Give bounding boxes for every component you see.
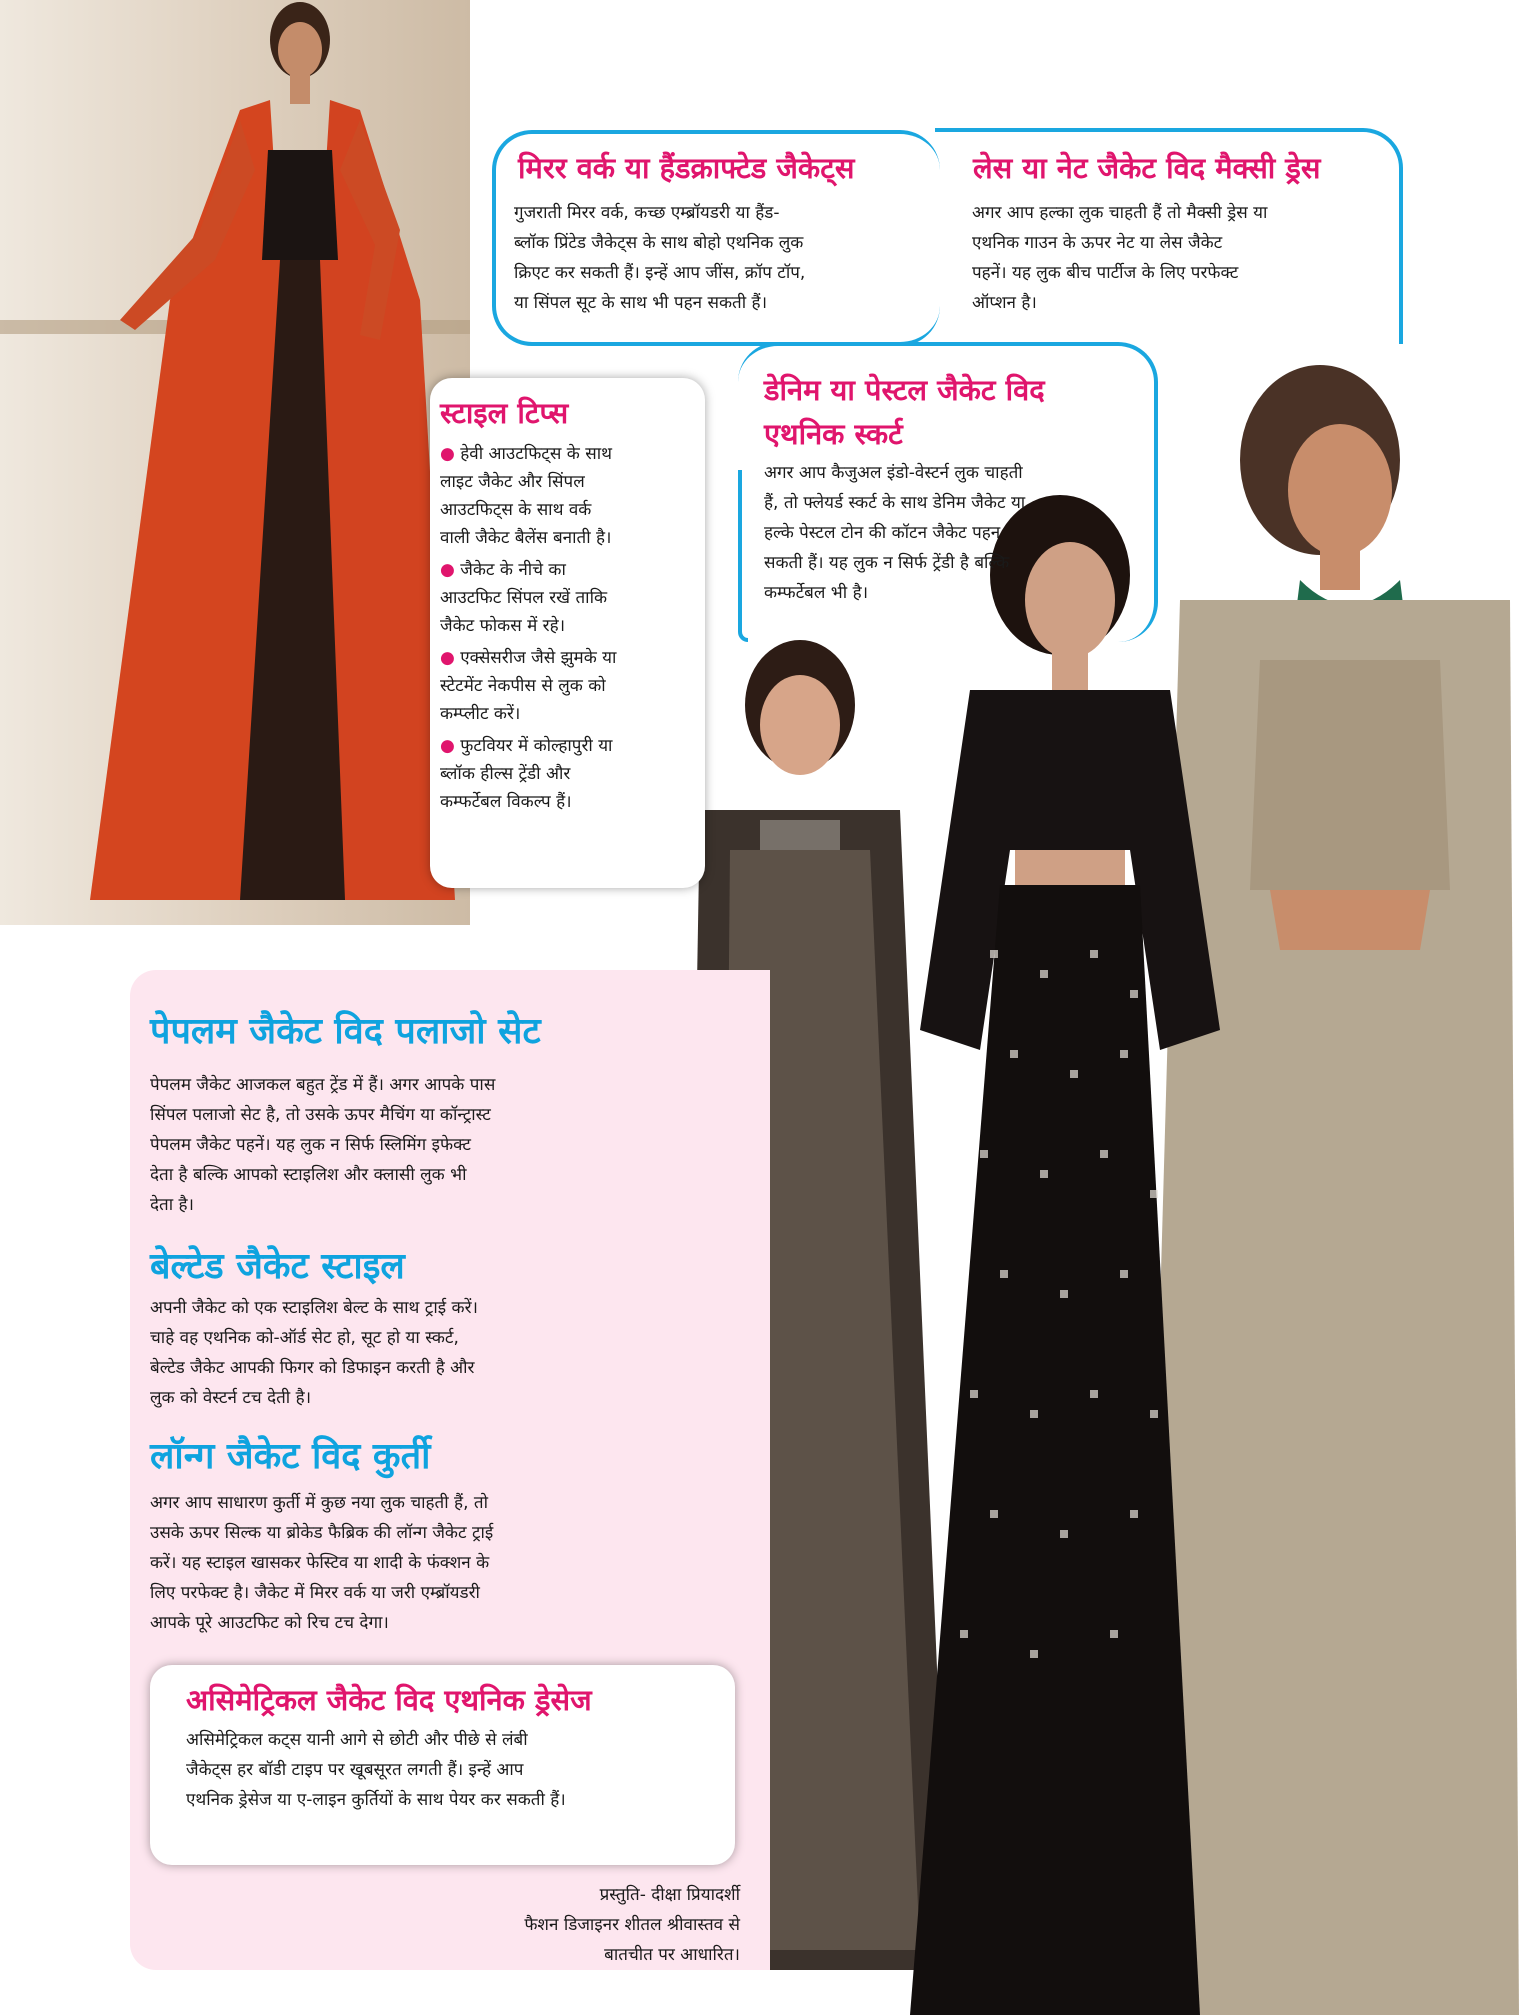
text-line: अपनी जैकेट को एक स्टाइलिश बेल्ट के साथ ट्राई करें। [150,1298,478,1318]
text-line: करें। यह स्टाइल खासकर फेस्टिव या शादी के फंक्शन के [150,1553,490,1573]
long-jacket-text [150,1488,620,1638]
text-line: देता है। [150,1195,194,1215]
text-line: अगर आप हल्का लुक चाहती हैं तो मैक्सी ड्रेस या [972,203,1268,223]
text-line: लिए परफेक्ट है। जैकेट में मिरर वर्क या जरी एम्ब्रॉयडरी [150,1583,480,1603]
title-line: डेनिम या पेस्टल जैकेट विद [764,373,1045,407]
bullet-icon: ● [440,444,455,464]
text-line: उसके ऊपर सिल्क या ब्रोकेड फैब्रिक की लॉन्ग जैकेट ट्राई [150,1523,494,1543]
text-line: एथनिक ड्रेसेज या ए-लाइन कुर्तियों के साथ पेयर कर सकती हैं। [186,1790,566,1810]
text-line: असिमेट्रिकल कट्स यानी आगे से छोटी और पीछे से लंबी [186,1730,528,1750]
text-line: क्रिएट कर सकती हैं। इन्हें आप जींस, क्रॉप टॉप, [514,263,806,283]
denim-text [764,458,1144,608]
text-line: कम्फर्टेबल भी है। [764,583,869,603]
tip-line: वाली जैकेट बैलेंस बनाती है। [440,528,612,548]
text-line: चाहे वह एथनिक को-ऑर्ड सेट हो, सूट हो या स्कर्ट, [150,1328,459,1348]
figure-orange-jacket [0,0,470,925]
text-line: देता है बल्कि आपको स्टाइलिश और क्लासी लुक भी [150,1165,467,1185]
tip-line: जैकेट फोकस में रहे। [440,616,566,636]
text-line: पेपलम जैकेट आजकल बहुत ट्रेंड में हैं। अगर आपके पास [150,1075,496,1095]
tip-item [440,556,700,640]
figure-silver-lehenga [1140,365,1519,2015]
tip-line: स्टेटमेंट नेकपीस से लुक को [440,676,606,696]
tip-line: लाइट जैकेट और सिंपल [440,472,585,492]
tip-line: एक्सेसरीज जैसे झुमके या [460,648,617,668]
credit-block [400,1880,740,1970]
credit-line: बातचीत पर आधारित। [604,1945,740,1965]
denim-title [764,368,1045,456]
tip-line: कम्प्लीट करें। [440,704,521,724]
bullet-icon: ● [440,736,455,756]
credit-line: प्रस्तुति- दीक्षा प्रियादर्शी [599,1885,740,1905]
text-line: ऑप्शन है। [972,293,1037,313]
text-line: जैकेट्स हर बॉडी टाइप पर खूबसूरत लगती हैं। इन्हें आप [186,1760,524,1780]
text-line: सिंपल पलाजो सेट है, तो उसके ऊपर मैचिंग या कॉन्ट्रास्ट [150,1105,491,1125]
text-line: अगर आप कैजुअल इंडो-वेस्टर्न लुक चाहती [764,463,1023,483]
peplum-text [150,1070,620,1220]
tip-item [440,440,700,552]
tip-line: फुटवियर में कोल्हापुरी या [460,736,613,756]
tip-line: हेवी आउटफिट्स के साथ [460,444,612,464]
text-line: लुक को वेस्टर्न टच देती है। [150,1388,312,1408]
denim-box-left-edge [738,470,748,642]
asymmetrical-title: असिमेट्रिकल जैकेट विद एथनिक ड्रेसेज [186,1683,592,1717]
photo-woman-orange-jacket [0,0,470,925]
text-line: या सिंपल सूट के साथ भी पहन सकती हैं। [514,293,768,313]
text-line: सकती हैं। यह लुक न सिर्फ ट्रेंडी है बल्कि [764,553,1010,573]
text-line: पेपलम जैकेट पहनें। यह लुक न सिर्फ स्लिमिंग इफेक्ट [150,1135,471,1155]
style-tips-title: स्टाइल टिप्स [440,396,569,430]
text-line: गुजराती मिरर वर्क, कच्छ एम्ब्रॉयडरी या हैंड- [514,203,780,223]
tip-item [440,732,700,816]
text-line: एथनिक गाउन के ऊपर नेट या लेस जैकेट [972,233,1223,253]
peplum-title: पेपलम जैकेट विद पलाजो सेट [150,1011,541,1052]
lace-net-text [972,198,1392,318]
tip-item [440,644,700,728]
text-line: हल्के पेस्टल टोन की कॉटन जैकेट पहन [764,523,1001,543]
tip-line: जैकेट के नीचे का [460,560,566,580]
text-line: बेल्टेड जैकेट आपकी फिगर को डिफाइन करती है और [150,1358,475,1378]
bullet-icon: ● [440,560,455,580]
text-line: आपके पूरे आउटफिट को रिच टच देगा। [150,1613,389,1633]
tip-line: कम्फर्टेबल विकल्प हैं। [440,792,572,812]
text-line: हैं, तो फ्लेयर्ड स्कर्ट के साथ डेनिम जैकेट या [764,493,1026,513]
mirror-work-title: मिरर वर्क या हैंडक्राफ्टेड जैकेट्स [518,151,855,185]
tip-line: ब्लॉक हील्स ट्रेंडी और [440,764,571,784]
mirror-work-text [514,198,934,318]
title-line: एथनिक स्कर्ट [764,417,903,451]
credit-line: फैशन डिजाइनर शीतल श्रीवास्तव से [524,1915,740,1935]
bullet-icon: ● [440,648,455,668]
belted-title: बेल्टेड जैकेट स्टाइल [150,1246,405,1287]
lace-net-title: लेस या नेट जैकेट विद मैक्सी ड्रेस [973,151,1321,185]
tip-line: आउटफिट्स के साथ वर्क [440,500,592,520]
text-line: अगर आप साधारण कुर्ती में कुछ नया लुक चाहती हैं, तो [150,1493,488,1513]
asymmetrical-text [186,1725,726,1815]
belted-text [150,1293,620,1413]
style-tips-list [440,440,700,820]
text-line: ब्लॉक प्रिंटेड जैकेट्स के साथ बोहो एथनिक लुक [514,233,804,253]
long-jacket-title: लॉन्ग जैकेट विद कुर्ती [150,1436,431,1477]
tip-line: आउटफिट सिंपल रखें ताकि [440,588,608,608]
text-line: पहनें। यह लुक बीच पार्टीज के लिए परफेक्ट [972,263,1239,283]
